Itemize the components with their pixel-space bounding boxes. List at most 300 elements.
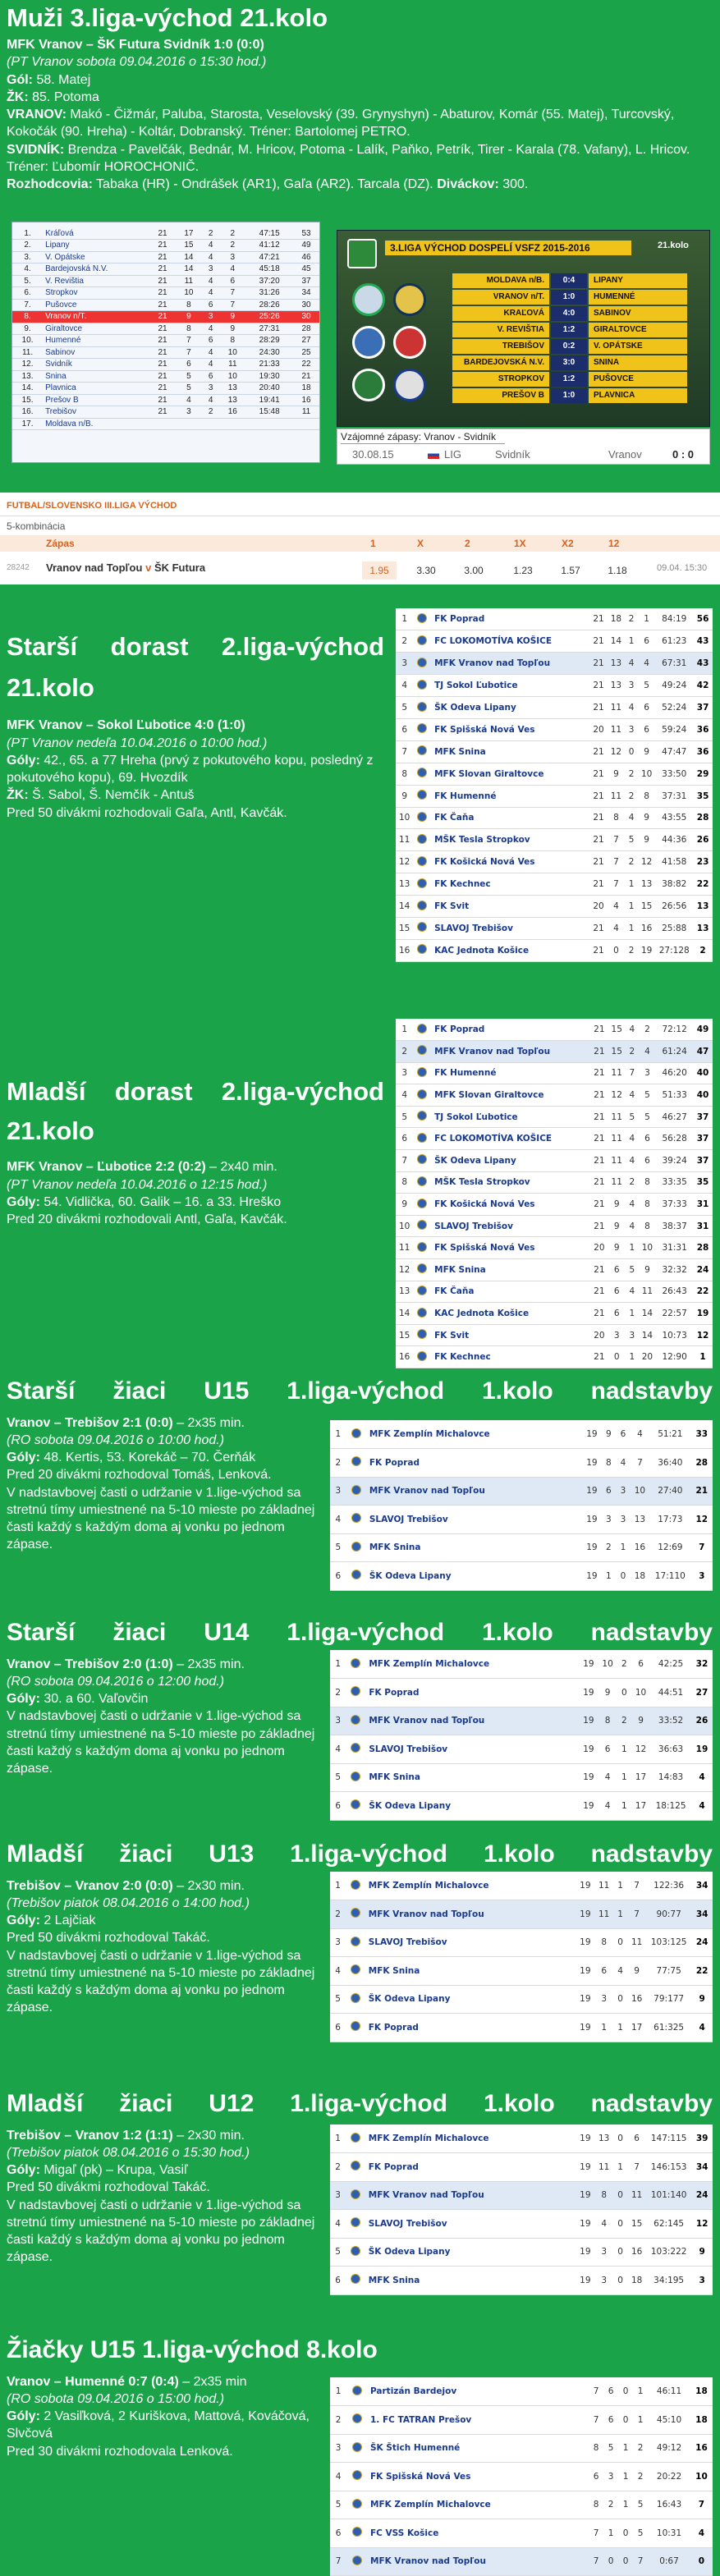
matches: 21	[589, 829, 607, 851]
points: 7	[690, 2491, 713, 2519]
team-name[interactable]: 1. FC TATRAN Prešov	[367, 2406, 589, 2435]
score: 51:21	[649, 1420, 690, 1449]
wins: 8	[594, 1928, 613, 1957]
club-crest-icon	[413, 807, 431, 829]
table-row	[330, 1985, 713, 2014]
team-name[interactable]: KAC Jednota Košice	[431, 939, 589, 961]
club-crest-icon	[346, 1928, 365, 1957]
wins: 11	[608, 1106, 626, 1128]
wins: 6	[603, 2406, 618, 2435]
row-position: 6	[330, 2519, 346, 2548]
draws: 1	[625, 896, 638, 918]
losses: 4	[639, 1041, 656, 1063]
matches: 19	[576, 2267, 594, 2295]
tv-graphic	[337, 230, 710, 427]
wins: 3	[602, 1506, 617, 1534]
team-name[interactable]: ŠK Odeva Lipany	[431, 697, 589, 719]
points: 47	[693, 1041, 713, 1063]
odds-id: 28242	[7, 563, 30, 572]
points: 12	[691, 2210, 713, 2239]
team-name[interactable]: ŠK Odeva Lipany	[366, 1562, 582, 1591]
standings-table	[330, 1650, 713, 1821]
league-row: 9. Giraltovce 21 8 4 9 27:31 28	[12, 323, 319, 335]
row-position: 6	[396, 718, 413, 740]
team-name[interactable]: MFK Zemplín Michalovce	[365, 1650, 579, 1679]
section-s6: Mladší žiaci U13 1.liga-východ 1.kolo nadstavby Trebišov – Vranov 2:0 (0:0) – 2x30 min. (Trebišov piatok 08.04.2016 o 14:00 hod.) Góly: 2 Lajčiak Pred 50 divákmi rozhodoval Takáč. V nadstavbovej časti o udržanie v 1.lige-východ sa stretnú tímy umiestnené na 5-10 mieste po základnej časti každý s každým doma aj vonku po jednom zápase.	[7, 1840, 713, 2017]
league-row: 17. Moldava n/B.	[12, 418, 319, 430]
team-name[interactable]: TJ Sokol Ľubotice	[431, 675, 589, 697]
draws: 1	[617, 1735, 631, 1764]
losses: 8	[638, 785, 655, 807]
team-name[interactable]: FK Poprad	[365, 2014, 576, 2042]
team-name[interactable]: SLAVOJ Trebišov	[431, 917, 589, 939]
row-position: 3	[330, 1477, 346, 1506]
league-row: 1. Kráľová 21 17 2 2 47:15 53	[12, 227, 319, 240]
league-row: 12. Svidník 21 6 4 11 21:33 22	[12, 359, 319, 371]
team-name[interactable]: FK Poprad	[365, 2153, 576, 2182]
team-name[interactable]: FK Humenné	[431, 1062, 590, 1084]
table-row	[330, 2547, 713, 2576]
row-position: 4	[330, 2210, 346, 2239]
league-row: 6. Stropkov 21 10 4 7 31:26 34	[12, 287, 319, 300]
table-row	[396, 851, 713, 873]
score: 37:33	[656, 1194, 693, 1216]
team-name[interactable]: MFK Vranov nad Topľou	[365, 1707, 579, 1735]
club-crest-icon	[413, 653, 431, 675]
league-row: 14. Plavnica 21 5 3 13 20:40 18	[12, 383, 319, 395]
points: 26	[693, 829, 713, 851]
team-name[interactable]: ŠK Odeva Lipany	[365, 1792, 579, 1821]
section-title: Starší žiaci U15 1.liga-východ 1.kolo nadstavby	[7, 1377, 713, 1405]
losses: 17	[631, 1763, 650, 1792]
match-result: Trebišov – Vranov 2:0 (0:0)	[7, 1878, 173, 1893]
matches: 21	[590, 1171, 608, 1194]
matches: 19	[576, 2125, 594, 2153]
draws: 0	[617, 1679, 631, 1707]
matches: 19	[576, 2014, 594, 2042]
score: 18:125	[650, 1792, 691, 1821]
draws: 0	[618, 2377, 633, 2406]
league-row: 15. Prešov B 21 4 4 13 19:41 16	[12, 394, 319, 406]
team-name[interactable]: MFK Slovan Giraltovce	[431, 1084, 590, 1107]
wins: 3	[594, 2238, 613, 2267]
team-name[interactable]: FC VSS Košice	[367, 2519, 589, 2548]
team-name[interactable]: MFK Slovan Giraltovce	[431, 763, 589, 785]
matches: 21	[590, 1303, 608, 1325]
draws: 1	[613, 1900, 627, 1929]
spectators: 300.	[498, 177, 529, 192]
team-name[interactable]: FK Svit	[431, 1324, 590, 1346]
tv-header: 3.LIGA VÝCHOD DOSPELÍ VSFZ 2015-2016	[385, 241, 631, 255]
team-name[interactable]: Partizán Bardejov	[367, 2377, 589, 2406]
row-position: 2	[396, 1041, 413, 1063]
score: 49:24	[655, 675, 693, 697]
row-position: 6	[330, 2267, 346, 2295]
matches: 8	[589, 2491, 603, 2519]
points: 18	[690, 2377, 713, 2406]
match-time: (PT Vranov nedeľa 10.04.2016 o 12:15 hod.)	[7, 1177, 268, 1192]
team-name[interactable]: MFK Vranov nad Topľou	[366, 1477, 582, 1506]
points: 34	[691, 1872, 713, 1900]
losses: 5	[633, 2519, 648, 2548]
table-row	[396, 608, 713, 630]
club-crest-icon	[413, 1171, 431, 1194]
draws: 0	[618, 2519, 633, 2548]
points: 9	[691, 1985, 713, 2014]
team-name[interactable]: FK Spišská Nová Ves	[431, 718, 589, 740]
losses: 1	[638, 608, 655, 630]
score: 20:22	[648, 2463, 690, 2491]
mutual-league: LIG	[444, 448, 461, 461]
draws: 4	[625, 807, 638, 829]
wins: 9	[608, 1215, 626, 1237]
table-row	[396, 1346, 713, 1368]
vranov-lineup-label: VRANOV:	[7, 108, 66, 122]
losses: 9	[638, 807, 655, 829]
odds-match[interactable]: Vranov nad Topľou v ŠK Futura	[46, 561, 206, 574]
row-position: 1	[330, 1420, 346, 1449]
row-position: 6	[396, 1128, 413, 1150]
team-name[interactable]: ŠK Odeva Lipany	[431, 1150, 590, 1172]
draws: 4	[626, 1084, 639, 1107]
matches: 20	[589, 896, 607, 918]
row-position: 2	[330, 1900, 346, 1929]
matches: 21	[589, 608, 607, 630]
points: 37	[693, 1150, 713, 1172]
team-name[interactable]: FK Košická Nová Ves	[431, 1194, 590, 1216]
matches: 8	[589, 2434, 603, 2463]
team-name[interactable]: MFK Vranov nad Topľou	[431, 1041, 590, 1063]
section-mladsi-dorast: Mladší dorast 2.liga-východ 21.kolo MFK Vranov – Ľubotice 2:2 (0:2) – 2x40 min. (PT Vranov nedeľa 10.04.2016 o 12:15 hod.) Góly: 54. Vidlička, 60. Galik – 16. a 33. Hreško Pred 20 divákmi rozhodovali Antl, Gaľa, Kavčák.	[7, 1077, 384, 1228]
table-row	[396, 1259, 713, 1281]
table-row	[330, 1707, 713, 1735]
losses: 10	[638, 763, 655, 785]
points: 37	[693, 697, 713, 719]
team-name[interactable]: FC LOKOMOTÍVA KOŠICE	[431, 1128, 590, 1150]
score: 90:77	[646, 1900, 691, 1929]
standings-table	[330, 2377, 713, 2576]
club-crest-icon	[413, 718, 431, 740]
league-row: 7. Pušovce 21 8 6 7 28:26 30	[12, 299, 319, 311]
match-time: (RO sobota 09.04.2016 o 12:00 hod.)	[7, 1674, 225, 1689]
row-position: 2	[330, 1449, 346, 1478]
section-title: Starší dorast 2.liga-východ	[7, 632, 384, 661]
club-crest-icon	[413, 1194, 431, 1216]
score: 67:31	[655, 653, 693, 675]
matches: 21	[589, 785, 607, 807]
draws: 1	[613, 2153, 627, 2182]
score: 61:325	[646, 2014, 691, 2042]
table-row	[330, 2014, 713, 2042]
matches: 19	[582, 1533, 601, 1562]
team-name[interactable]: FK Poprad	[365, 1679, 579, 1707]
score: 103:222	[646, 2238, 691, 2267]
row-position: 11	[396, 1237, 413, 1259]
score: 39:24	[656, 1150, 693, 1172]
matches: 21	[589, 675, 607, 697]
match-duration: – 2x35 min.	[172, 1415, 245, 1430]
score: 146:153	[646, 2153, 691, 2182]
team-name[interactable]: FK Poprad	[431, 608, 589, 630]
odds-value[interactable]: 1.18	[600, 561, 635, 580]
team-name[interactable]: SLAVOJ Trebišov	[431, 1215, 590, 1237]
league-row: 16. Trebišov 21 3 2 16 15:48 11	[12, 406, 319, 419]
draws: 1	[625, 917, 638, 939]
draws: 5	[626, 1259, 639, 1281]
team-name[interactable]: SLAVOJ Trebišov	[365, 2210, 576, 2239]
matches: 19	[579, 1763, 598, 1792]
score: 12:90	[656, 1346, 693, 1368]
wins: 6	[608, 1281, 626, 1303]
team-name[interactable]: TJ Sokol Ľubotice	[431, 1106, 590, 1128]
wins: 6	[602, 1477, 617, 1506]
league-table-image	[11, 222, 320, 463]
wins: 7	[608, 829, 625, 851]
team-name[interactable]: MŠK Tesla Stropkov	[431, 1171, 590, 1194]
row-position: 3	[330, 1707, 346, 1735]
team-name[interactable]: MFK Vranov nad Topľou	[367, 2547, 589, 2576]
team-name[interactable]: MFK Snina	[366, 1533, 582, 1562]
team-name[interactable]: FK Kechnec	[431, 873, 589, 896]
draws: 3	[625, 718, 638, 740]
team-name[interactable]: FK Poprad	[366, 1449, 582, 1478]
points: 3	[691, 2267, 713, 2295]
team-name[interactable]: MFK Zemplín Michalovce	[366, 1420, 582, 1449]
team-name[interactable]: MFK Snina	[365, 2267, 576, 2295]
club-crest-icon	[413, 1041, 431, 1063]
row-position: 4	[330, 1506, 346, 1534]
row-position: 8	[396, 763, 413, 785]
points: 27	[691, 1679, 713, 1707]
matches: 20	[590, 1324, 608, 1346]
team-name[interactable]: FK Čaňa	[431, 1281, 590, 1303]
team-name[interactable]: FK Spišská Nová Ves	[431, 1237, 590, 1259]
wins: 11	[608, 718, 625, 740]
table-row	[330, 2406, 713, 2435]
tv-result-row: VRANOV n/T. 1:0 HUMENNÉ	[452, 290, 699, 305]
team-name[interactable]: SLAVOJ Trebišov	[366, 1506, 582, 1534]
draws: 2	[625, 785, 638, 807]
row-position: 5	[330, 2238, 346, 2267]
losses: 11	[627, 2181, 646, 2210]
losses: 9	[638, 829, 655, 851]
score: 34:195	[646, 2267, 691, 2295]
losses: 4	[638, 653, 655, 675]
draws: 4	[613, 1957, 627, 1986]
odds-value[interactable]: 1.95	[362, 561, 397, 580]
team-name[interactable]: FK Svit	[431, 896, 589, 918]
team-name[interactable]: FK Čaňa	[431, 807, 589, 829]
wins: 9	[608, 1237, 626, 1259]
matches: 21	[590, 1281, 608, 1303]
odds-value[interactable]: 1.57	[553, 561, 588, 580]
score: 33:52	[650, 1707, 691, 1735]
points: 37	[693, 1106, 713, 1128]
section-starsi-dorast: Starší dorast 2.liga-východ 21.kolo MFK Vranov – Sokol Ľubotice 4:0 (1:0) (PT Vranov nedeľa 10.04.2016 o 10:00 hod.) Góly: 42., 65. a 77 Hreha (prvý z pokutového kopu, posledný z pokutového kopu), 69. Hvozdík ŽK: Š. Sabol, Š. Nemčík - Antuš Pred 50 divákmi rozhodovali Gaľa, Antl, Kavčák.	[7, 632, 384, 822]
odds-col-X2: X2	[562, 538, 574, 549]
note: Pred 50 divákmi rozhodoval Takáč.	[7, 1931, 210, 1946]
team-name[interactable]: MFK Vranov nad Topľou	[365, 1900, 576, 1929]
league-row: 8. Vranov n/T. 21 9 3 9 25:26 30	[12, 311, 319, 323]
losses: 4	[631, 1420, 649, 1449]
team-name[interactable]: MFK Snina	[365, 1763, 579, 1792]
draws: 1	[613, 2014, 627, 2042]
team-name[interactable]: ŠK Odeva Lipany	[365, 2238, 576, 2267]
note: V nadstavbovej časti o udržanie v 1.lige-východ sa stretnú tímy umiestnené na 5-10 mieste po základnej časti každý s každým doma aj vonku po jednom zápase.	[7, 2198, 315, 2265]
wins: 15	[608, 1019, 626, 1041]
matches: 20	[589, 718, 607, 740]
odds-value[interactable]: 1.23	[506, 561, 540, 580]
losses: 2	[639, 1019, 656, 1041]
wins: 3	[594, 1985, 613, 2014]
club-crest-icon	[346, 2434, 367, 2463]
draws: 5	[626, 1106, 639, 1128]
odds-value[interactable]: 3.30	[409, 561, 443, 580]
team-name[interactable]: SLAVOJ Trebišov	[365, 1928, 576, 1957]
club-crest-icon	[413, 851, 431, 873]
goals: 2 Lajčiak	[39, 1914, 96, 1928]
row-position: 4	[330, 1735, 346, 1764]
losses: 9	[631, 1707, 650, 1735]
team-name[interactable]: ŠK Štich Humenné	[367, 2434, 589, 2463]
wins: 13	[608, 653, 625, 675]
draws: 3	[616, 1477, 631, 1506]
wins: 3	[594, 2267, 613, 2295]
club-crest-icon	[346, 2238, 365, 2267]
wins: 11	[608, 1171, 626, 1194]
losses: 7	[627, 1872, 646, 1900]
wins: 10	[598, 1650, 617, 1679]
score: 12:69	[649, 1533, 690, 1562]
draws: 5	[625, 829, 638, 851]
table-row	[330, 1477, 713, 1506]
points: 40	[693, 1062, 713, 1084]
losses: 11	[639, 1281, 656, 1303]
draws: 0	[618, 2547, 633, 2576]
goals: 42., 65. a 77 Hreha (prvý z pokutového kopu, posledný z pokutového kopu), 69. Hvozdík	[7, 753, 374, 786]
losses: 7	[627, 2153, 646, 2182]
points: 23	[693, 851, 713, 873]
team-name[interactable]: MFK Zemplín Michalovce	[365, 1872, 576, 1900]
draws: 1	[617, 1792, 631, 1821]
team-name[interactable]: MFK Vranov nad Topľou	[365, 2181, 576, 2210]
team-name[interactable]: MFK Vranov nad Topľou	[431, 653, 589, 675]
row-position: 12	[396, 851, 413, 873]
wins: 12	[608, 1084, 626, 1107]
losses: 13	[638, 873, 655, 896]
draws: 0	[613, 2181, 627, 2210]
odds-breadcrumb[interactable]: FUTBAL/SLOVENSKO III.LIGA VÝCHOD	[7, 501, 177, 511]
slovakia-flag-icon	[428, 451, 439, 459]
wins: 18	[608, 608, 625, 630]
team-name[interactable]: FK Spišská Nová Ves	[367, 2463, 589, 2491]
draws: 4	[616, 1449, 631, 1478]
matches: 19	[579, 1707, 598, 1735]
row-position: 5	[396, 697, 413, 719]
goals: Migaľ (pk) – Krupa, Vasiľ	[39, 2163, 188, 2178]
club-crest-icon	[346, 1735, 366, 1764]
losses: 8	[639, 1194, 656, 1216]
club-crest-icon	[413, 608, 431, 630]
points: 9	[691, 2238, 713, 2267]
odds-value[interactable]: 3.00	[456, 561, 491, 580]
svidnik-lineup-label: SVIDNÍK:	[7, 142, 65, 157]
points: 7	[691, 1533, 713, 1562]
points: 24	[691, 2181, 713, 2210]
wins: 11	[594, 1900, 613, 1929]
draws: 1	[626, 1303, 639, 1325]
row-position: 9	[396, 1194, 413, 1216]
row-position: 10	[396, 1215, 413, 1237]
league-row: 2. Lipany 21 15 4 2 41:12 49	[12, 240, 319, 252]
odds-col-1: 1	[370, 538, 376, 549]
section-title: Starší žiaci U14 1.liga-východ 1.kolo nadstavby	[7, 1619, 713, 1646]
team-name[interactable]: FK Kechnec	[431, 1346, 590, 1368]
draws: 0	[613, 1928, 627, 1957]
match-time: (Trebišov piatok 08.04.2016 o 14:00 hod.)	[7, 1895, 250, 1910]
row-position: 3	[330, 2181, 346, 2210]
score: 122:36	[646, 1872, 691, 1900]
team-name[interactable]: KAC Jednota Košice	[431, 1303, 590, 1325]
goals: 2 Vasiľková, 2 Kuriškova, Mattová, Kováčová, Slvčová	[7, 2409, 310, 2441]
draws: 4	[626, 1150, 639, 1172]
draws: 0	[613, 1985, 627, 2014]
losses: 7	[627, 1900, 646, 1929]
losses: 18	[627, 2267, 646, 2295]
draws: 1	[618, 2434, 633, 2463]
team-name[interactable]: FC LOKOMOTÍVA KOŠICE	[431, 630, 589, 653]
section-subtitle: 21.kolo	[7, 672, 94, 702]
team-name[interactable]: MŠK Tesla Stropkov	[431, 829, 589, 851]
matches: 19	[576, 1928, 594, 1957]
match-result: MFK Vranov – ŠK Futura Svidník 1:0 (0:0)	[7, 38, 264, 52]
table-row	[396, 1324, 713, 1346]
wins: 14	[608, 630, 625, 653]
draws: 0	[616, 1562, 631, 1591]
team-name[interactable]: MFK Zemplín Michalovce	[365, 2125, 576, 2153]
match-duration: – 2x30 min.	[172, 2128, 245, 2143]
score: 46:20	[656, 1062, 693, 1084]
team-name[interactable]: FK Košická Nová Ves	[431, 851, 589, 873]
team-name[interactable]: MFK Zemplín Michalovce	[367, 2491, 589, 2519]
matches: 21	[589, 653, 607, 675]
team-name[interactable]: MFK Snina	[365, 1957, 576, 1986]
score: 26:56	[655, 896, 693, 918]
team-name[interactable]: MFK Snina	[431, 740, 589, 763]
team-name[interactable]: ŠK Odeva Lipany	[365, 1985, 576, 2014]
team-name[interactable]: FK Poprad	[431, 1019, 590, 1041]
losses: 16	[627, 2238, 646, 2267]
club-crest-icon	[413, 1303, 431, 1325]
note: Pred 50 divákmi rozhodovali Gaľa, Antl, Kavčák.	[7, 805, 287, 820]
losses: 13	[631, 1506, 649, 1534]
mutual-matches	[337, 429, 710, 465]
table-row	[396, 939, 713, 961]
draws: 1	[625, 630, 638, 653]
points: 22	[693, 1281, 713, 1303]
odds-col-X: X	[417, 538, 424, 549]
wins: 2	[602, 1533, 617, 1562]
score: 36:40	[649, 1449, 690, 1478]
match-duration: – 2x30 min.	[172, 1878, 245, 1893]
team-name[interactable]: MFK Snina	[431, 1259, 590, 1281]
matches: 19	[582, 1477, 601, 1506]
team-name[interactable]: SLAVOJ Trebišov	[365, 1735, 579, 1764]
draws: 0	[613, 2267, 627, 2295]
team-name[interactable]: FK Humenné	[431, 785, 589, 807]
row-position: 16	[396, 1346, 413, 1368]
club-crest-icon	[346, 2406, 367, 2435]
